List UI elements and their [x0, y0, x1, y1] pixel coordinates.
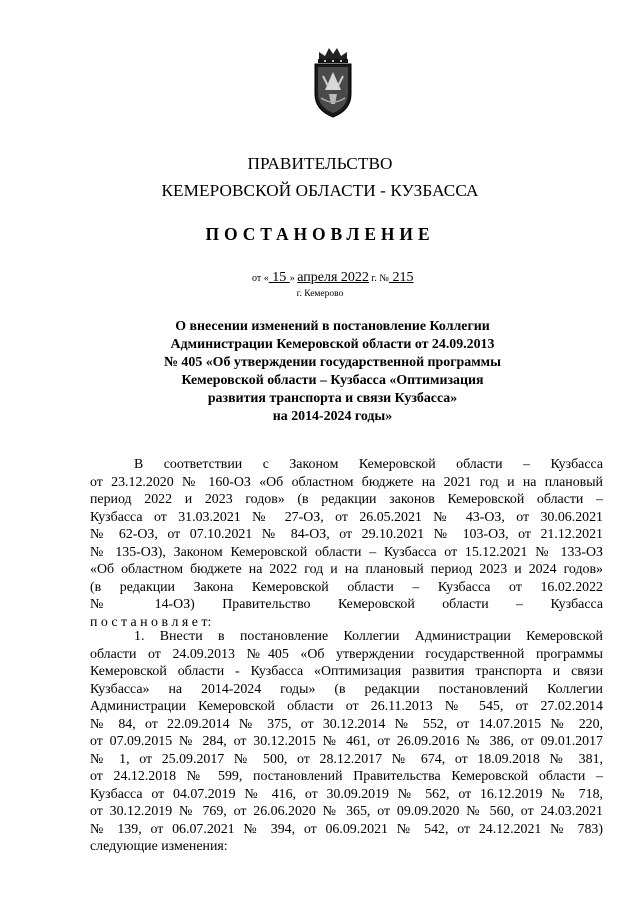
- text-line: (в редакции Закона Кемеровской области – Кузбасса от 16.02.2022: [90, 579, 603, 595]
- preamble-paragraph: [90, 456, 603, 631]
- text-line: В соответствии с Законом Кемеровской области – Кузбасса: [134, 457, 603, 472]
- text-line: № 1, от 25.09.2017 № 500, от 28.12.2017 № 674, от 18.09.2018 № 381,: [90, 751, 603, 767]
- item-1-paragraph: [90, 628, 603, 856]
- title-line: О внесении изменений в постановление Коллегии: [175, 319, 490, 334]
- title-line: № 405 «Об утверждении государственной программы: [164, 355, 501, 370]
- document-title: [90, 318, 575, 426]
- text-line: № 84, от 22.09.2014 № 375, от 30.12.2014 № 552, от 14.07.2015 № 220,: [90, 716, 603, 732]
- text-line: Кузбасса от 31.03.2021 № 27-ОЗ, от 26.05.2021 № 43-ОЗ, от 30.06.2021: [90, 509, 603, 525]
- date-day: 15: [268, 270, 290, 285]
- text-line: от 24.12.2018 № 599, постановлений Правительства Кемеровской области –: [90, 769, 603, 784]
- text-line: период 2022 и 2023 годов» (в редакции законов Кемеровской области –: [90, 492, 603, 507]
- text-line: № 139, от 06.07.2021 № 394, от 06.09.2021 № 542, от 24.12.2021 № 783): [90, 821, 603, 837]
- date-quote-close: »: [289, 273, 298, 284]
- text-line: № 62-ОЗ, от 07.10.2021 № 84-ОЗ, от 29.10.2021 № 103-ОЗ, от 21.12.2021: [90, 527, 603, 542]
- text-line: следующие изменения:: [90, 839, 228, 854]
- document-city: г. Кемерово: [296, 289, 344, 299]
- government-name-line2: КЕМЕРОВСКОЙ ОБЛАСТИ - КУЗБАССА: [161, 181, 479, 200]
- date-prefix: от «: [252, 273, 269, 284]
- text-line: от 23.12.2020 № 160-ОЗ «Об областном бюджете на 2021 год и на плановый: [90, 474, 603, 490]
- text-line: № 135-ОЗ), Законом Кемеровской области – Кузбасса от 15.12.2021 № 133-ОЗ: [90, 544, 603, 560]
- text-line: Кузбасса» на 2014-2024 годы» (в редакции постановлений Коллегии: [90, 681, 603, 697]
- document-date-number: [252, 270, 413, 286]
- text-line: п о с т а н о в л я е т:: [90, 614, 212, 630]
- date-year-suffix: г. №: [368, 273, 389, 284]
- text-line: Кемеровской области - Кузбасса «Оптимизация развития транспорта и связи: [90, 664, 603, 679]
- title-line: Кемеровской области – Кузбасса «Оптимизация: [181, 373, 484, 388]
- text-line: Администрации Кемеровской области от 26.11.2013 № 545, от 27.02.2014: [90, 699, 603, 714]
- date-month-year: апреля 2022: [297, 270, 369, 285]
- document-type-heading: ПОСТАНОВЛЕНИЕ: [205, 224, 435, 244]
- text-line: Кузбасса от 04.07.2019 № 416, от 30.09.2019 № 562, от 16.12.2019 № 718,: [90, 786, 603, 802]
- text-line: 1. Внести в постановление Коллегии Администрации Кемеровской: [134, 629, 603, 644]
- title-line: развития транспорта и связи Кузбасса»: [207, 391, 458, 406]
- title-line: Администрации Кемеровской области от 24.09.2013: [170, 337, 495, 352]
- title-line: на 2014-2024 годы»: [272, 409, 393, 424]
- coat-of-arms-emblem: [311, 46, 355, 118]
- text-line: от 07.09.2015 № 284, от 30.12.2015 № 461, от 26.09.2016 № 386, от 09.01.2017: [90, 734, 603, 749]
- text-line: № 14-ОЗ) Правительство Кемеровской области – Кузбасса: [90, 597, 603, 612]
- text-line: области от 24.09.2013 №405 «Об утверждении государственной программы: [90, 646, 603, 662]
- text-line: «Об областном бюджете на 2022 год и на плановый период 2023 и 2024 годов»: [90, 562, 603, 577]
- document-number: 215: [388, 270, 414, 285]
- text-line: от 30.12.2019 № 769, от 26.06.2020 № 365, от 09.09.2020 № 560, от 24.03.2021: [90, 804, 603, 819]
- government-name-line1: ПРАВИТЕЛЬСТВО: [247, 154, 393, 173]
